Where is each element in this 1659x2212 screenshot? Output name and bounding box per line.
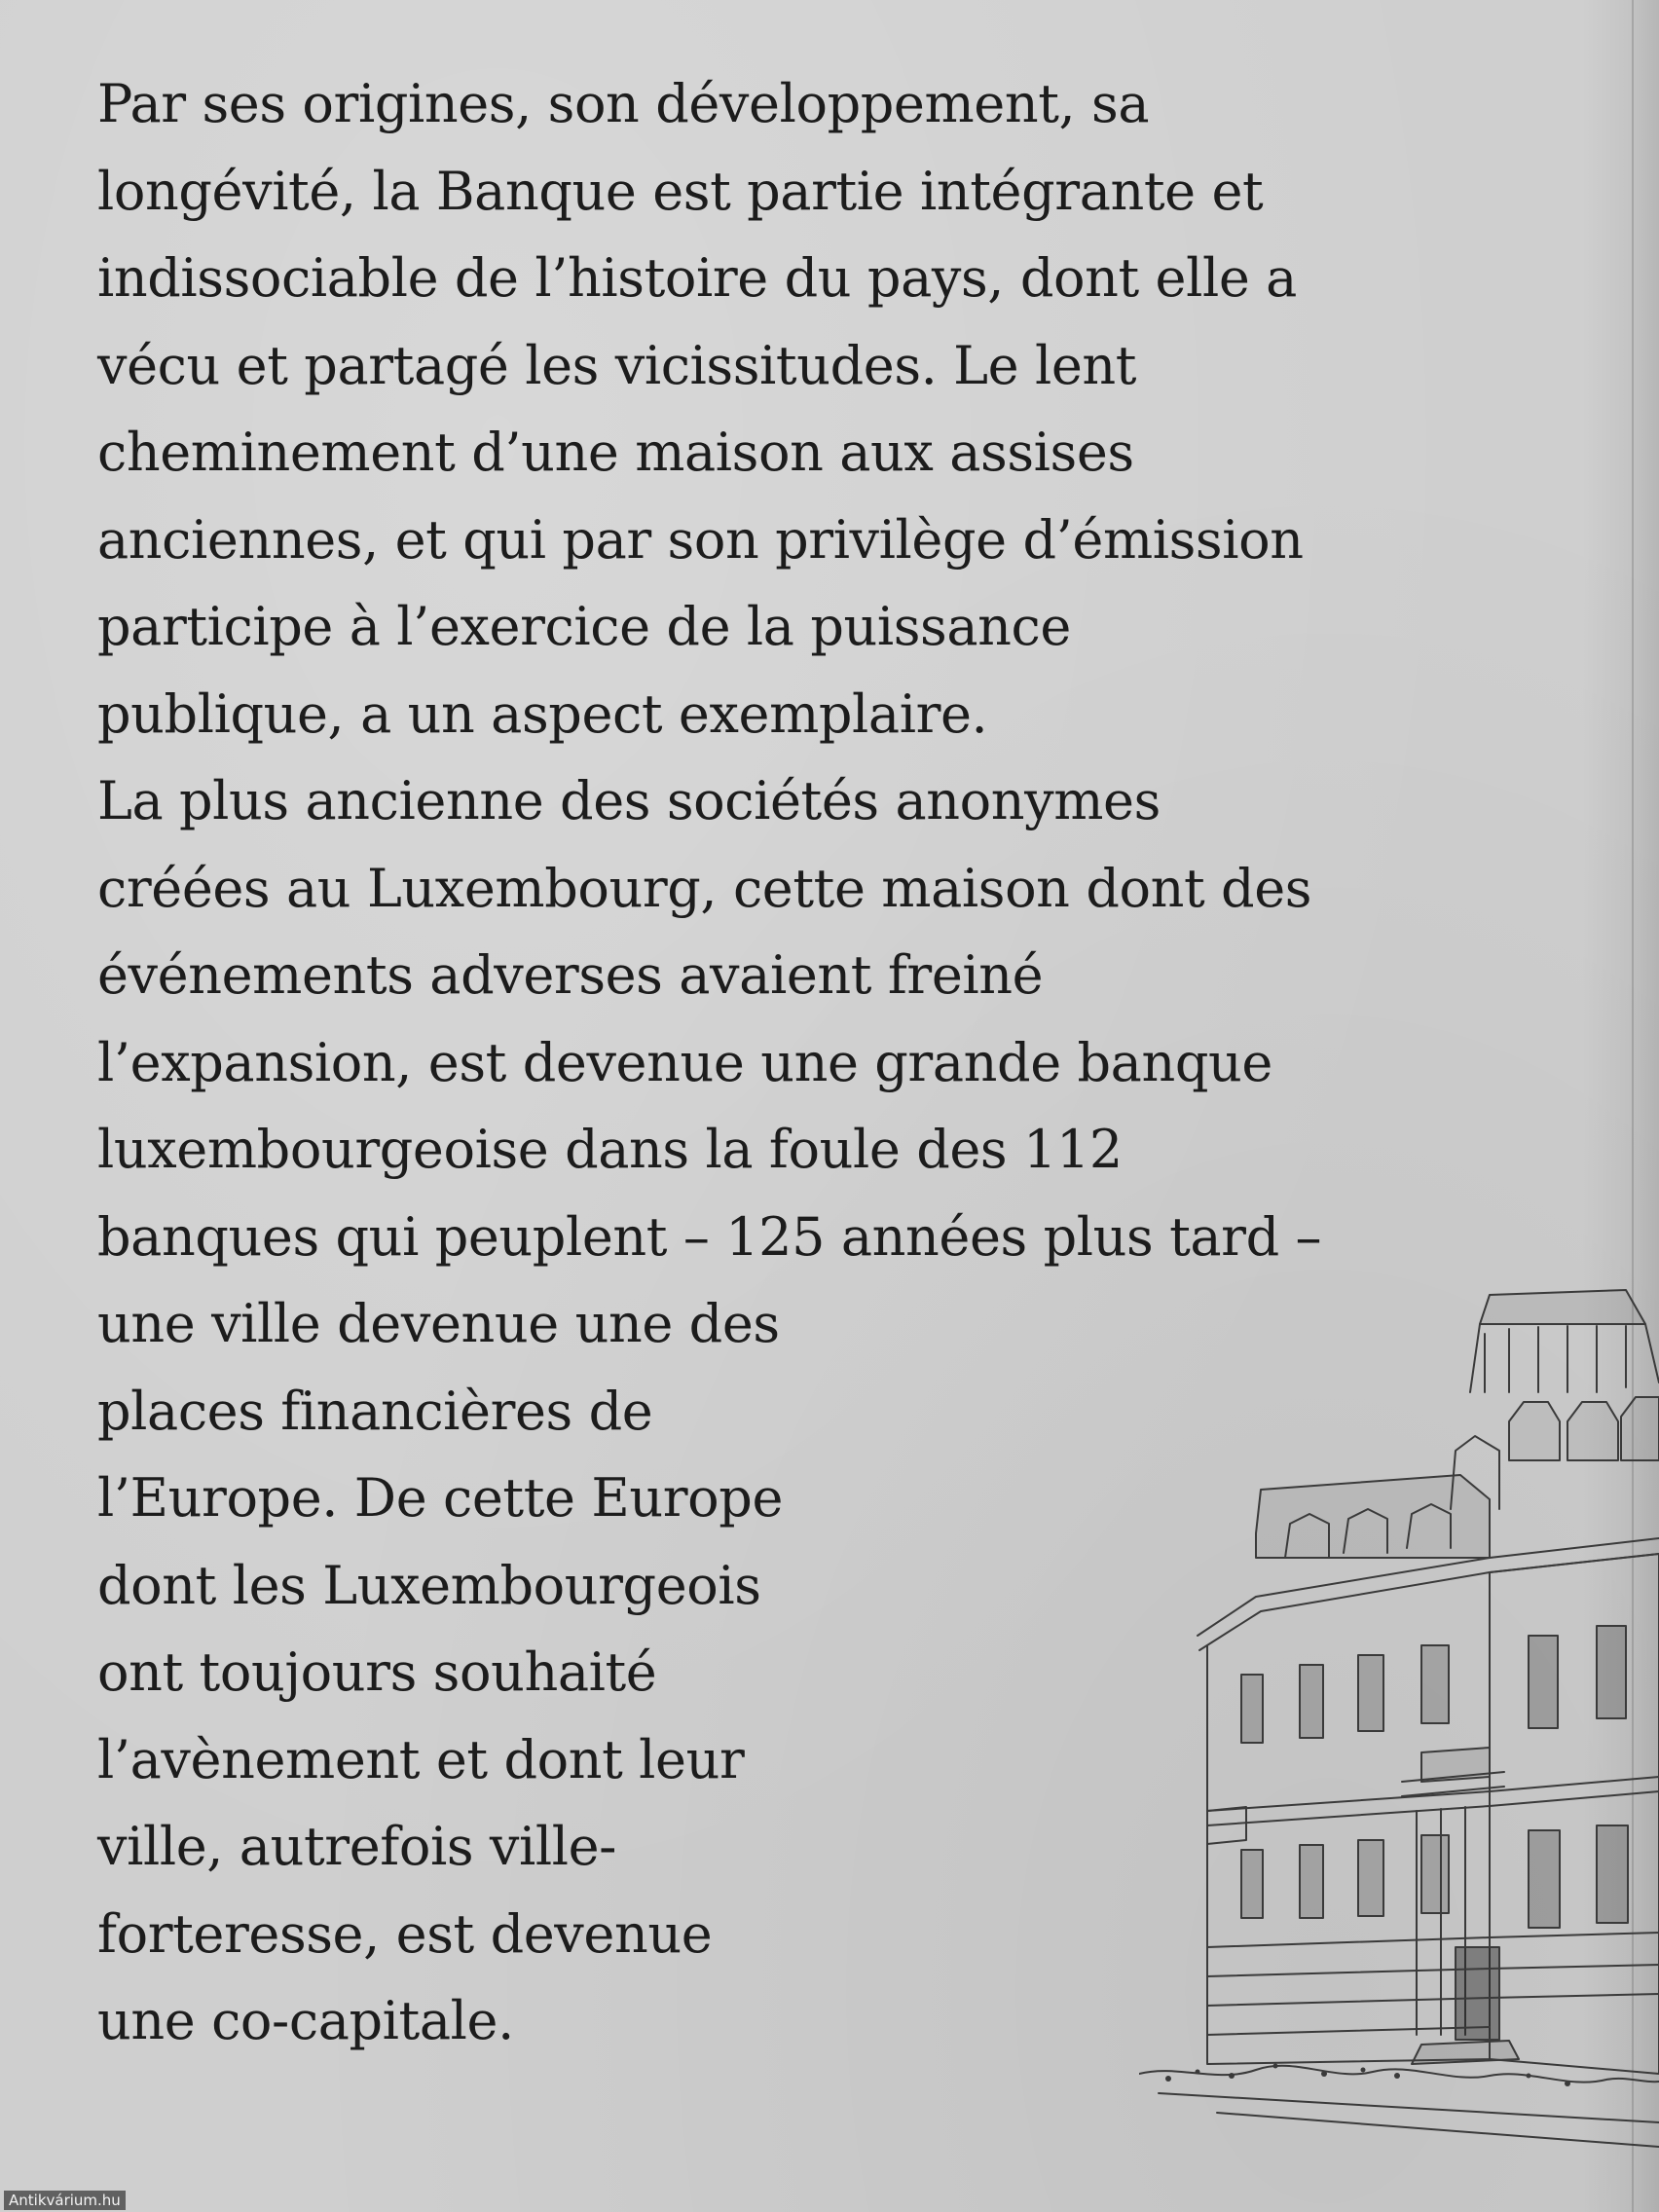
text-line: forteresse, est devenue [97, 1902, 713, 1965]
text-line: dont les Luxembourgeois [97, 1554, 761, 1616]
text-line: publique, a un aspect exemplaire. [97, 682, 988, 745]
text-line: ont toujours souhaité [97, 1641, 657, 1703]
text-line: La plus ancienne des sociétés anonymes [97, 770, 1161, 831]
text-line: l’Europe. De cette Europe [97, 1467, 783, 1529]
watermark: Antikvárium.hu [4, 2191, 126, 2210]
text-line: banques qui peuplent – 125 années plus tard – [97, 1205, 1322, 1268]
bank-building-sketch-icon [1139, 1266, 1659, 2181]
text-line: Par ses origines, son développement, sa [97, 73, 1150, 134]
text-line: l’expansion, est devenue une grande banque [97, 1031, 1272, 1093]
text-line: une co-capitale. [97, 1990, 514, 2051]
text-line: vécu et partagé les vicissitudes. Le lent [97, 334, 1137, 396]
text-line: places financières de [97, 1380, 653, 1442]
text-line: cheminement d’une maison aux assises [97, 422, 1134, 483]
text-line: luxembourgeoise dans la foule des 112 [97, 1119, 1123, 1180]
text-line: longévité, la Banque est partie intégrante et [97, 160, 1264, 222]
text-line: participe à l’exercice de la puissance [97, 596, 1071, 657]
text-line: anciennes, et qui par son privilège d’émission [97, 508, 1304, 571]
text-line: une ville devenue une des [97, 1293, 780, 1354]
text-line: événements adverses avaient freiné [97, 944, 1044, 1006]
text-line: ville, autrefois ville- [97, 1816, 617, 1877]
text-line: créées au Luxembourg, cette maison dont des [97, 857, 1312, 919]
text-line: l’avènement et dont leur [97, 1728, 745, 1790]
text-line: indissociable de l’histoire du pays, dont elle a [97, 247, 1297, 309]
